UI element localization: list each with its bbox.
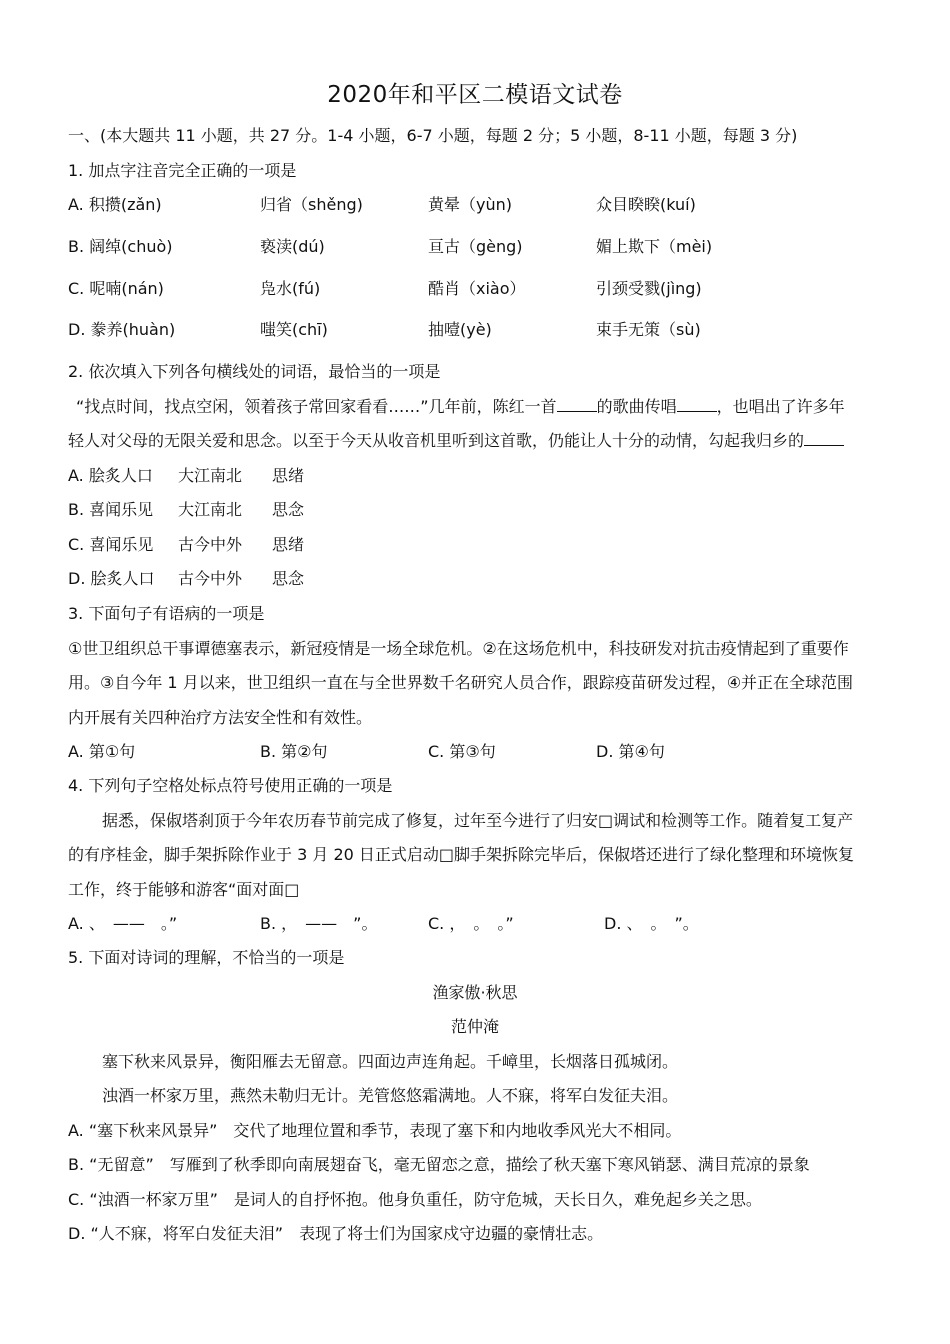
blank-1 bbox=[557, 397, 597, 412]
q2-d-word-3: 思念 bbox=[272, 569, 305, 588]
q3-option-a: A. 第①句 bbox=[68, 742, 136, 761]
q2-c-word-2: 古今中外 bbox=[178, 535, 243, 554]
q4-passage-line-3: 工作，终于能够和游客“面对面□ bbox=[68, 880, 300, 899]
q2-option-c bbox=[68, 535, 304, 555]
question-4-stem: 4. 下列句子空格处标点符号使用正确的一项是 bbox=[68, 776, 393, 795]
q2-passage-part-2: 的歌曲传唱 bbox=[596, 397, 677, 416]
q2-a-word-2: 大江南北 bbox=[178, 466, 243, 485]
poem-line-2: 浊酒一杯家万里，燕然未勒归无计。羌管悠悠霜满地。人不寐，将军白发征夫泪。 bbox=[102, 1086, 679, 1105]
poem-title: 渔家傲·秋思 bbox=[432, 983, 518, 1002]
q1-option-c-1: C. 呢喃(nán) bbox=[68, 279, 164, 298]
q2-passage-part-3: ，也唱出了许多年 bbox=[716, 397, 845, 416]
q4-passage-line-2: 的有序桂金，脚手架拆除作业于 3 月 20 日正式启动□脚手架拆除完毕后，保俶塔还进行了绿化整理和环境恢复 bbox=[68, 845, 855, 864]
q1-option-a-2: 归省（shěng) bbox=[260, 195, 363, 214]
q3-passage-line-2: 用。③自今年 1 月以来，世卫组织一直在与全世界数千名研究人员合作，跟踪疫苗研发过程，④并正在全球范围 bbox=[68, 673, 854, 692]
q5-option-c: C. “浊酒一杯家万里” 是词人的自抒怀抱。他身负重任，防守危城，天长日久，难免起乡关之思。 bbox=[68, 1190, 762, 1209]
blank-3 bbox=[804, 431, 844, 446]
q3-option-c: C. 第③句 bbox=[428, 742, 496, 761]
q2-passage-part-4: 轻人对父母的无限关爱和思念。以至于今天从收音机里听到这首歌，仍能让人十分的动情，勾起我归乡的 bbox=[68, 431, 805, 450]
q1-option-c-2: 凫水(fú) bbox=[260, 279, 321, 298]
q2-b-word-2: 大江南北 bbox=[178, 500, 243, 519]
q1-option-b-1: B. 阔绰(chuò) bbox=[68, 237, 173, 256]
q2-c-word-1: C. 喜闻乐见 bbox=[68, 535, 154, 554]
poem-line-1: 塞下秋来风景异，衡阳雁去无留意。四面边声连角起。千嶂里，长烟落日孤城闭。 bbox=[102, 1052, 679, 1071]
q2-b-word-3: 思念 bbox=[272, 500, 305, 519]
blank-2 bbox=[677, 397, 717, 412]
q4-passage-line-1: 据悉，保俶塔刹顶于今年农历春节前完成了修复，过年至今进行了归安□调试和检测等工作。随着复工复产 bbox=[102, 811, 854, 830]
q1-option-d-1: D. 豢养(huàn) bbox=[68, 320, 176, 339]
q5-option-a: A. “塞下秋来风景异” 交代了地理位置和季节，表现了塞下和内地收季风光大不相同。 bbox=[68, 1121, 682, 1140]
q2-option-b bbox=[68, 500, 304, 520]
q4-option-a: A. 、 —— 。” bbox=[68, 914, 178, 933]
poem-author: 范仲淹 bbox=[450, 1017, 499, 1036]
q1-option-b-4: 媚上欺下（mèi) bbox=[596, 237, 713, 256]
q3-option-b: B. 第②句 bbox=[260, 742, 328, 761]
q1-option-b-2: 亵渎(dú) bbox=[260, 237, 325, 256]
question-2-stem: 2. 依次填入下列各句横线处的词语，最恰当的一项是 bbox=[68, 362, 441, 381]
q1-option-a-4: 众目睽睽(kuí) bbox=[596, 195, 696, 214]
q2-passage-line-2 bbox=[68, 431, 844, 451]
q1-option-d-4: 束手无策（sù) bbox=[596, 320, 701, 339]
q4-option-c: C. ， 。 。” bbox=[428, 914, 514, 933]
q2-passage-line-1 bbox=[76, 397, 845, 417]
q2-option-d bbox=[68, 569, 304, 589]
q2-passage-part-1: “找点时间，找点空闲，领着孩子常回家看看……”几年前，陈红一首 bbox=[76, 397, 557, 416]
q5-option-d: D. “人不寐，将军白发征夫泪” 表现了将士们为国家戍守边疆的豪情壮志。 bbox=[68, 1224, 604, 1243]
q5-option-b: B. “无留意” 写雁到了秋季即向南展翅奋飞，毫无留恋之意，描绘了秋天塞下寒风销瑟、满目荒凉的景象 bbox=[68, 1155, 810, 1174]
q2-option-a bbox=[68, 466, 304, 486]
q4-option-d: D. 、 。 ”。 bbox=[604, 914, 699, 933]
q2-b-word-1: B. 喜闻乐见 bbox=[68, 500, 154, 519]
q3-passage-line-3: 内开展有关四种治疗方法安全性和有效性。 bbox=[68, 708, 373, 727]
exam-title: 2020年和平区二模语文试卷 bbox=[327, 82, 623, 108]
section-heading: 一、(本大题共 11 小题，共 27 分。1-4 小题，6-7 小题，每题 2 分；5 小题，8-11 小题，每题 3 分) bbox=[68, 126, 798, 145]
q2-c-word-3: 思绪 bbox=[272, 535, 305, 554]
q2-d-word-1: D. 脍炙人口 bbox=[68, 569, 155, 588]
q1-option-d-3: 抽噎(yè) bbox=[428, 320, 492, 339]
q4-option-b: B. ， —— ”。 bbox=[260, 914, 378, 933]
q1-option-b-3: 亘古（gèng) bbox=[428, 237, 523, 256]
q3-option-d: D. 第④句 bbox=[596, 742, 665, 761]
question-3-stem: 3. 下面句子有语病的一项是 bbox=[68, 604, 265, 623]
q1-option-a-3: 黄晕（yùn) bbox=[428, 195, 512, 214]
question-5-stem: 5. 下面对诗词的理解，不恰当的一项是 bbox=[68, 948, 345, 967]
q1-option-d-2: 嗤笑(chī) bbox=[260, 320, 328, 339]
question-1-stem: 1. 加点字注音完全正确的一项是 bbox=[68, 161, 297, 180]
q2-d-word-2: 古今中外 bbox=[178, 569, 243, 588]
q2-a-word-3: 思绪 bbox=[272, 466, 305, 485]
q1-option-c-3: 酷肖（xiào） bbox=[428, 279, 526, 298]
q2-a-word-1: A. 脍炙人口 bbox=[68, 466, 153, 485]
q1-option-c-4: 引颈受戮(jìng) bbox=[596, 279, 702, 298]
q3-passage-line-1: ①世卫组织总干事谭德塞表示，新冠疫情是一场全球危机。②在这场危机中，科技研发对抗击疫情起到了重要作 bbox=[68, 639, 849, 658]
q1-option-a-1: A. 积攒(zǎn) bbox=[68, 195, 162, 214]
